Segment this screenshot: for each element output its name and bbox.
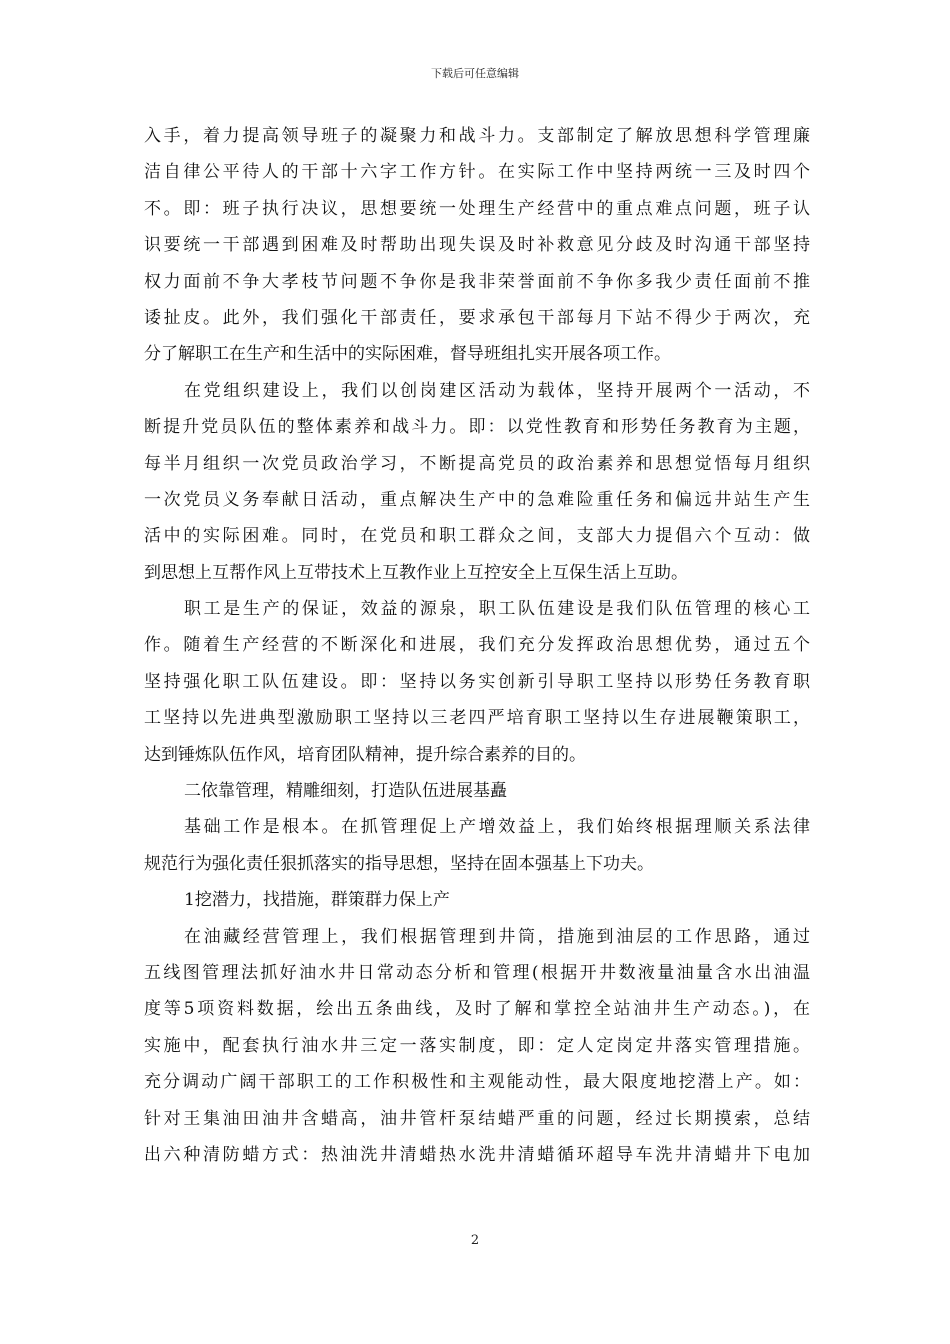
text-line: 二依靠管理，精雕细刻，打造队伍进展基矗 <box>184 781 507 802</box>
text-line: 坚持强化职工队伍建设。即：坚持以务实创新引导职工坚持以形势任务教育职 <box>144 671 810 692</box>
text-line: 针对王集油田油井含蜡高，油井管杆泵结蜡严重的问题，经过长期摸索，总结 <box>144 1108 810 1129</box>
page-header: 下载后可任意编辑 <box>431 67 519 80</box>
text-line: 诿扯皮。此外，我们强化干部责任，要求承包干部每月下站不得少于两次，充 <box>144 307 810 328</box>
text-line: 基础工作是根本。在抓管理促上产增效益上，我们始终根据理顺关系法律 <box>184 817 810 838</box>
text-line: 职工是生产的保证，效益的源泉，职工队伍建设是我们队伍管理的核心工 <box>184 599 810 620</box>
text-line: 充分调动广阔干部职工的工作积极性和主观能动性，最大限度地挖潜上产。如： <box>144 1072 810 1093</box>
text-line: 活中的实际困难。同时，在党员和职工群众之间，支部大力提倡六个互动：做 <box>144 526 810 547</box>
text-line: 度等5项资料数据，绘出五条曲线，及时了解和掌控全站油井生产动态。)，在 <box>144 999 810 1020</box>
text-line: 工坚持以先进典型激励职工坚持以三老四严培育职工坚持以生存进展鞭策职工， <box>144 708 810 729</box>
text-line: 一次党员义务奉献日活动，重点解决生产中的急难险重任务和偏远井站生产生 <box>144 489 810 510</box>
text-line: 洁自律公平待人的干部十六字工作方针。在实际工作中坚持两统一三及时四个 <box>144 162 810 183</box>
text-line: 到思想上互帮作风上互带技术上互教作业上互控安全上互保生活上互助。 <box>144 562 688 583</box>
text-line: 入手，着力提高领导班子的凝聚力和战斗力。支部制定了解放思想科学管理廉 <box>144 126 810 146</box>
document-body <box>144 118 810 1173</box>
text-line: 五线图管理法抓好油水井日常动态分析和管理(根据开井数液量油量含水出油温 <box>144 962 810 983</box>
text-line: 不。即：班子执行决议，思想要统一处理生产经营中的重点难点问题，班子认 <box>144 198 810 219</box>
page-number: 2 <box>470 1233 480 1248</box>
text-line: 在党组织建设上，我们以创岗建区活动为载体，坚持开展两个一活动，不 <box>184 380 810 401</box>
text-line: 断提升党员队伍的整体素养和战斗力。即：以党性教育和形势任务教育为主题， <box>144 417 810 438</box>
text-line: 分了解职工在生产和生活中的实际困难，督导班组扎实开展各项工作。 <box>144 344 671 365</box>
text-line: 出六种清防蜡方式：热油洗井清蜡热水洗井清蜡循环超导车洗井清蜡井下电加 <box>144 1144 810 1165</box>
text-line: 权力面前不争大孝枝节问题不争你是我非荣誉面前不争你多我少责任面前不推 <box>144 271 810 292</box>
text-line: 识要统一干部遇到困难及时帮助出现失误及时补救意见分歧及时沟通干部坚持 <box>144 235 810 256</box>
text-line: 1挖潜力，找措施，群策群力保上产 <box>184 890 450 911</box>
text-line: 在油藏经营管理上，我们根据管理到井筒，措施到油层的工作思路，通过 <box>184 926 810 947</box>
text-line: 作。随着生产经营的不断深化和进展，我们充分发挥政治思想优势，通过五个 <box>144 635 810 656</box>
text-line: 每半月组织一次党员政治学习，不断提高党员的政治素养和思想觉悟每月组织 <box>144 453 810 474</box>
text-line: 达到锤炼队伍作风，培育团队精神，提升综合素养的目的。 <box>144 744 586 765</box>
text-line: 实施中，配套执行油水井三定一落实制度，即：定人定岗定井落实管理措施。 <box>144 1035 810 1056</box>
text-line: 规范行为强化责任狠抓落实的指导思想，坚持在固本强基上下功夫。 <box>144 853 654 874</box>
